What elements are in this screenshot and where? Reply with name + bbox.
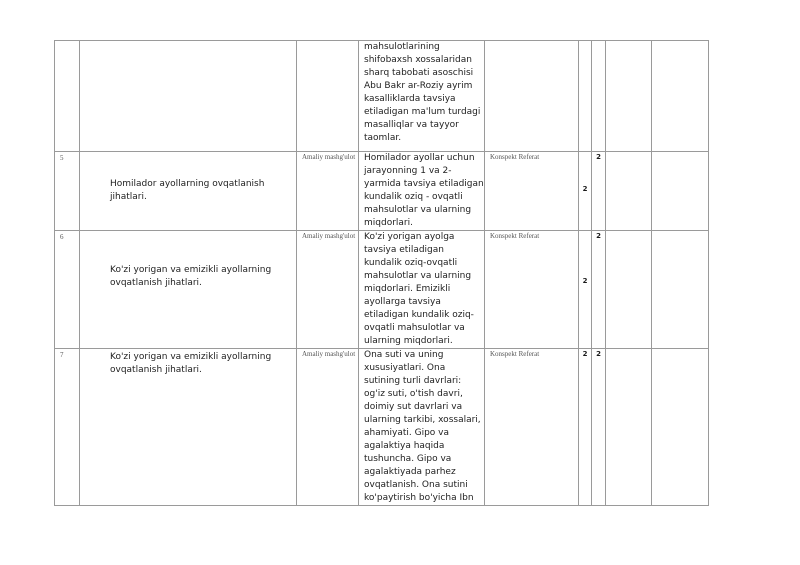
table-row [55, 152, 709, 231]
topic-cell: Homilador ayollarning ovqatlanish jihatlari. [80, 152, 297, 231]
hours-cell-b: 2 [592, 349, 606, 506]
hours-cell-a: 2 [579, 349, 592, 506]
curriculum-table [54, 40, 709, 506]
table-row [55, 231, 709, 349]
hours-cell-a: 2 [579, 231, 592, 349]
empty-cell [606, 349, 652, 506]
row-number-cell: 6 [55, 231, 80, 349]
literature-cell: Konspekt Referat [485, 349, 579, 506]
hours-cell-b [592, 41, 606, 152]
row-number-cell: 7 [55, 349, 80, 506]
content-cell: Ona suti va uning xususiyatlari. Ona sutining turli davrlari: og'iz suti, o'tish davri, doimiy sut davrlari va ularning tarkibi, xossalari, ahamiyati. Gipo va agalaktiya haqida tushuncha. Gipo va agalaktiyada parhez ovqatlanish. Ona sutini ko'paytirish bo'yicha Ibn [359, 349, 485, 506]
hours-cell-a [579, 41, 592, 152]
row-number-cell [55, 41, 80, 152]
empty-cell [652, 41, 709, 152]
literature-cell: Konspekt Referat [485, 231, 579, 349]
hours-cell-b: 2 [592, 152, 606, 231]
topic-cell: Ko'zi yorigan va emizikli ayollarning ovqatlanish jihatlari. [80, 349, 297, 506]
lesson-type-cell [297, 41, 359, 152]
lesson-type-cell: Amaliy mashg'ulot [297, 349, 359, 506]
hours-cell-b: 2 [592, 231, 606, 349]
empty-cell [652, 231, 709, 349]
empty-cell [606, 41, 652, 152]
content-cell: Homilador ayollar uchun jarayonning 1 va 2-yarmida tavsiya etiladigan kundalik oziq - ovqatli mahsulotlar va ularning miqdorlari. [359, 152, 485, 231]
row-number-cell: 5 [55, 152, 80, 231]
lesson-type-cell: Amaliy mashg'ulot [297, 152, 359, 231]
hours-cell-a: 2 [579, 152, 592, 231]
table-row [55, 349, 709, 506]
topic-cell [80, 41, 297, 152]
content-cell: mahsulotlarining shifobaxsh xossalaridan sharq tabobati asoschisi Abu Bakr ar-Roziy ayrim kasalliklarda tavsiya etiladigan ma'lum turdagi masalliqlar va tayyor taomlar. [359, 41, 485, 152]
literature-cell: Konspekt Referat [485, 152, 579, 231]
table-row [55, 41, 709, 152]
lesson-type-cell: Amaliy mashg'ulot [297, 231, 359, 349]
empty-cell [652, 152, 709, 231]
empty-cell [652, 349, 709, 506]
literature-cell [485, 41, 579, 152]
empty-cell [606, 231, 652, 349]
content-cell: Ko'zi yorigan ayolga tavsiya etiladigan kundalik oziq-ovqatli mahsulotlar va ularning miqdorlari. Emizikli ayollarga tavsiya etiladigan kundalik oziq-ovqatli mahsulotlar va ularning miqdorlari. [359, 231, 485, 349]
empty-cell [606, 152, 652, 231]
topic-cell: Ko'zi yorigan va emizikli ayollarning ovqatlanish jihatlari. [80, 231, 297, 349]
